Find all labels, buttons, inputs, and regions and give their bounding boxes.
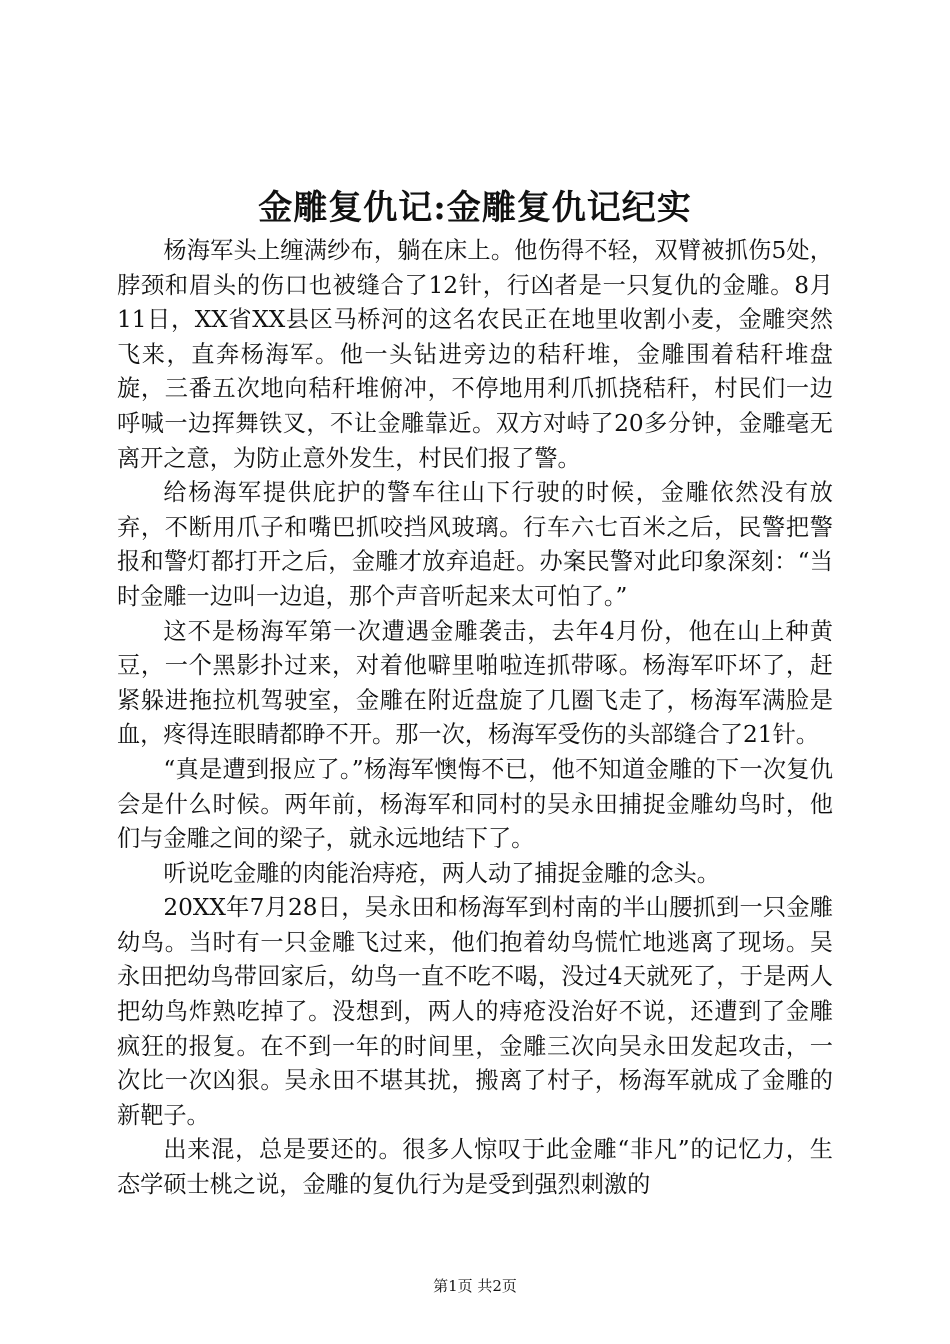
paragraph: 听说吃金雕的肉能治痔疮，两人动了捕捉金雕的念头。 (163, 859, 720, 887)
paragraph: 20XX年7月28日，吴永田和杨海军到村南的半山腰抓到一只金雕幼鸟。当时有一只金雕飞过来，他们抱着幼鸟慌忙地逃离了现场。吴永田把幼鸟带回家后，幼鸟一直不吃不喝，没过4天就死了，于是两人把幼鸟炸熟吃掉了。没想到，两人的痔疮没治好不说，还遭到了金雕疯狂的报复。在不到一年的时间里，金雕三次向吴永田发起攻击，一次比一次凶狠。吴永田不堪其扰，搬离了村子，杨海军就成了金雕的新靶子。 (117, 894, 833, 1129)
paragraph: 这不是杨海军第一次遭遇金雕袭击，去年4月份，他在山上种黄豆，一个黑影扑过来，对着他噼里啪啦连抓带啄。杨海军吓坏了，赶紧躲进拖拉机驾驶室，金雕在附近盘旋了几圈飞走了，杨海军满脸是血，疼得连眼睛都睁不开。那一次，杨海军受伤的头部缝合了21针。 (117, 617, 833, 749)
paragraph: “真是遭到报应了。”杨海军懊悔不已，他不知道金雕的下一次复仇会是什么时候。两年前，杨海军和同村的吴永田捕捉金雕幼鸟时，他们与金雕之间的梁子，就永远地结下了。 (117, 755, 833, 853)
page-footer: 第1页 共2页 (433, 1277, 517, 1295)
paragraph: 给杨海军提供庇护的警车往山下行驶的时候，金雕依然没有放弃，不断用爪子和嘴巴抓咬挡风玻璃。行车六七百米之后，民警把警报和警灯都打开之后，金雕才放弃追赶。办案民警对此印象深刻：“当时金雕一边叫一边追，那个声音听起来太可怕了。” (117, 479, 833, 610)
paragraph: 出来混，总是要还的。很多人惊叹于此金雕“非凡”的记忆力，生态学硕士桃之说，金雕的复仇行为是受到强烈刺激的 (117, 1136, 833, 1199)
document-title: 金雕复仇记:金雕复仇记纪实 (258, 188, 692, 228)
document-body (117, 234, 833, 1203)
paragraph: 杨海军头上缠满纱布，躺在床上。他伤得不轻，双臂被抓伤5处，脖颈和眉头的伤口也被缝合了12针，行凶者是一只复仇的金雕。8月11日，XX省XX县区马桥河的这名农民正在地里收割小麦，金雕突然飞来，直奔杨海军。他一头钻进旁边的秸秆堆，金雕围着秸秆堆盘旋，三番五次地向秸秆堆俯冲，不停地用利爪抓挠秸秆，村民们一边呼喊一边挥舞铁叉，不让金雕靠近。双方对峙了20多分钟，金雕毫无离开之意，为防止意外发生，村民们报了警。 (117, 237, 833, 472)
